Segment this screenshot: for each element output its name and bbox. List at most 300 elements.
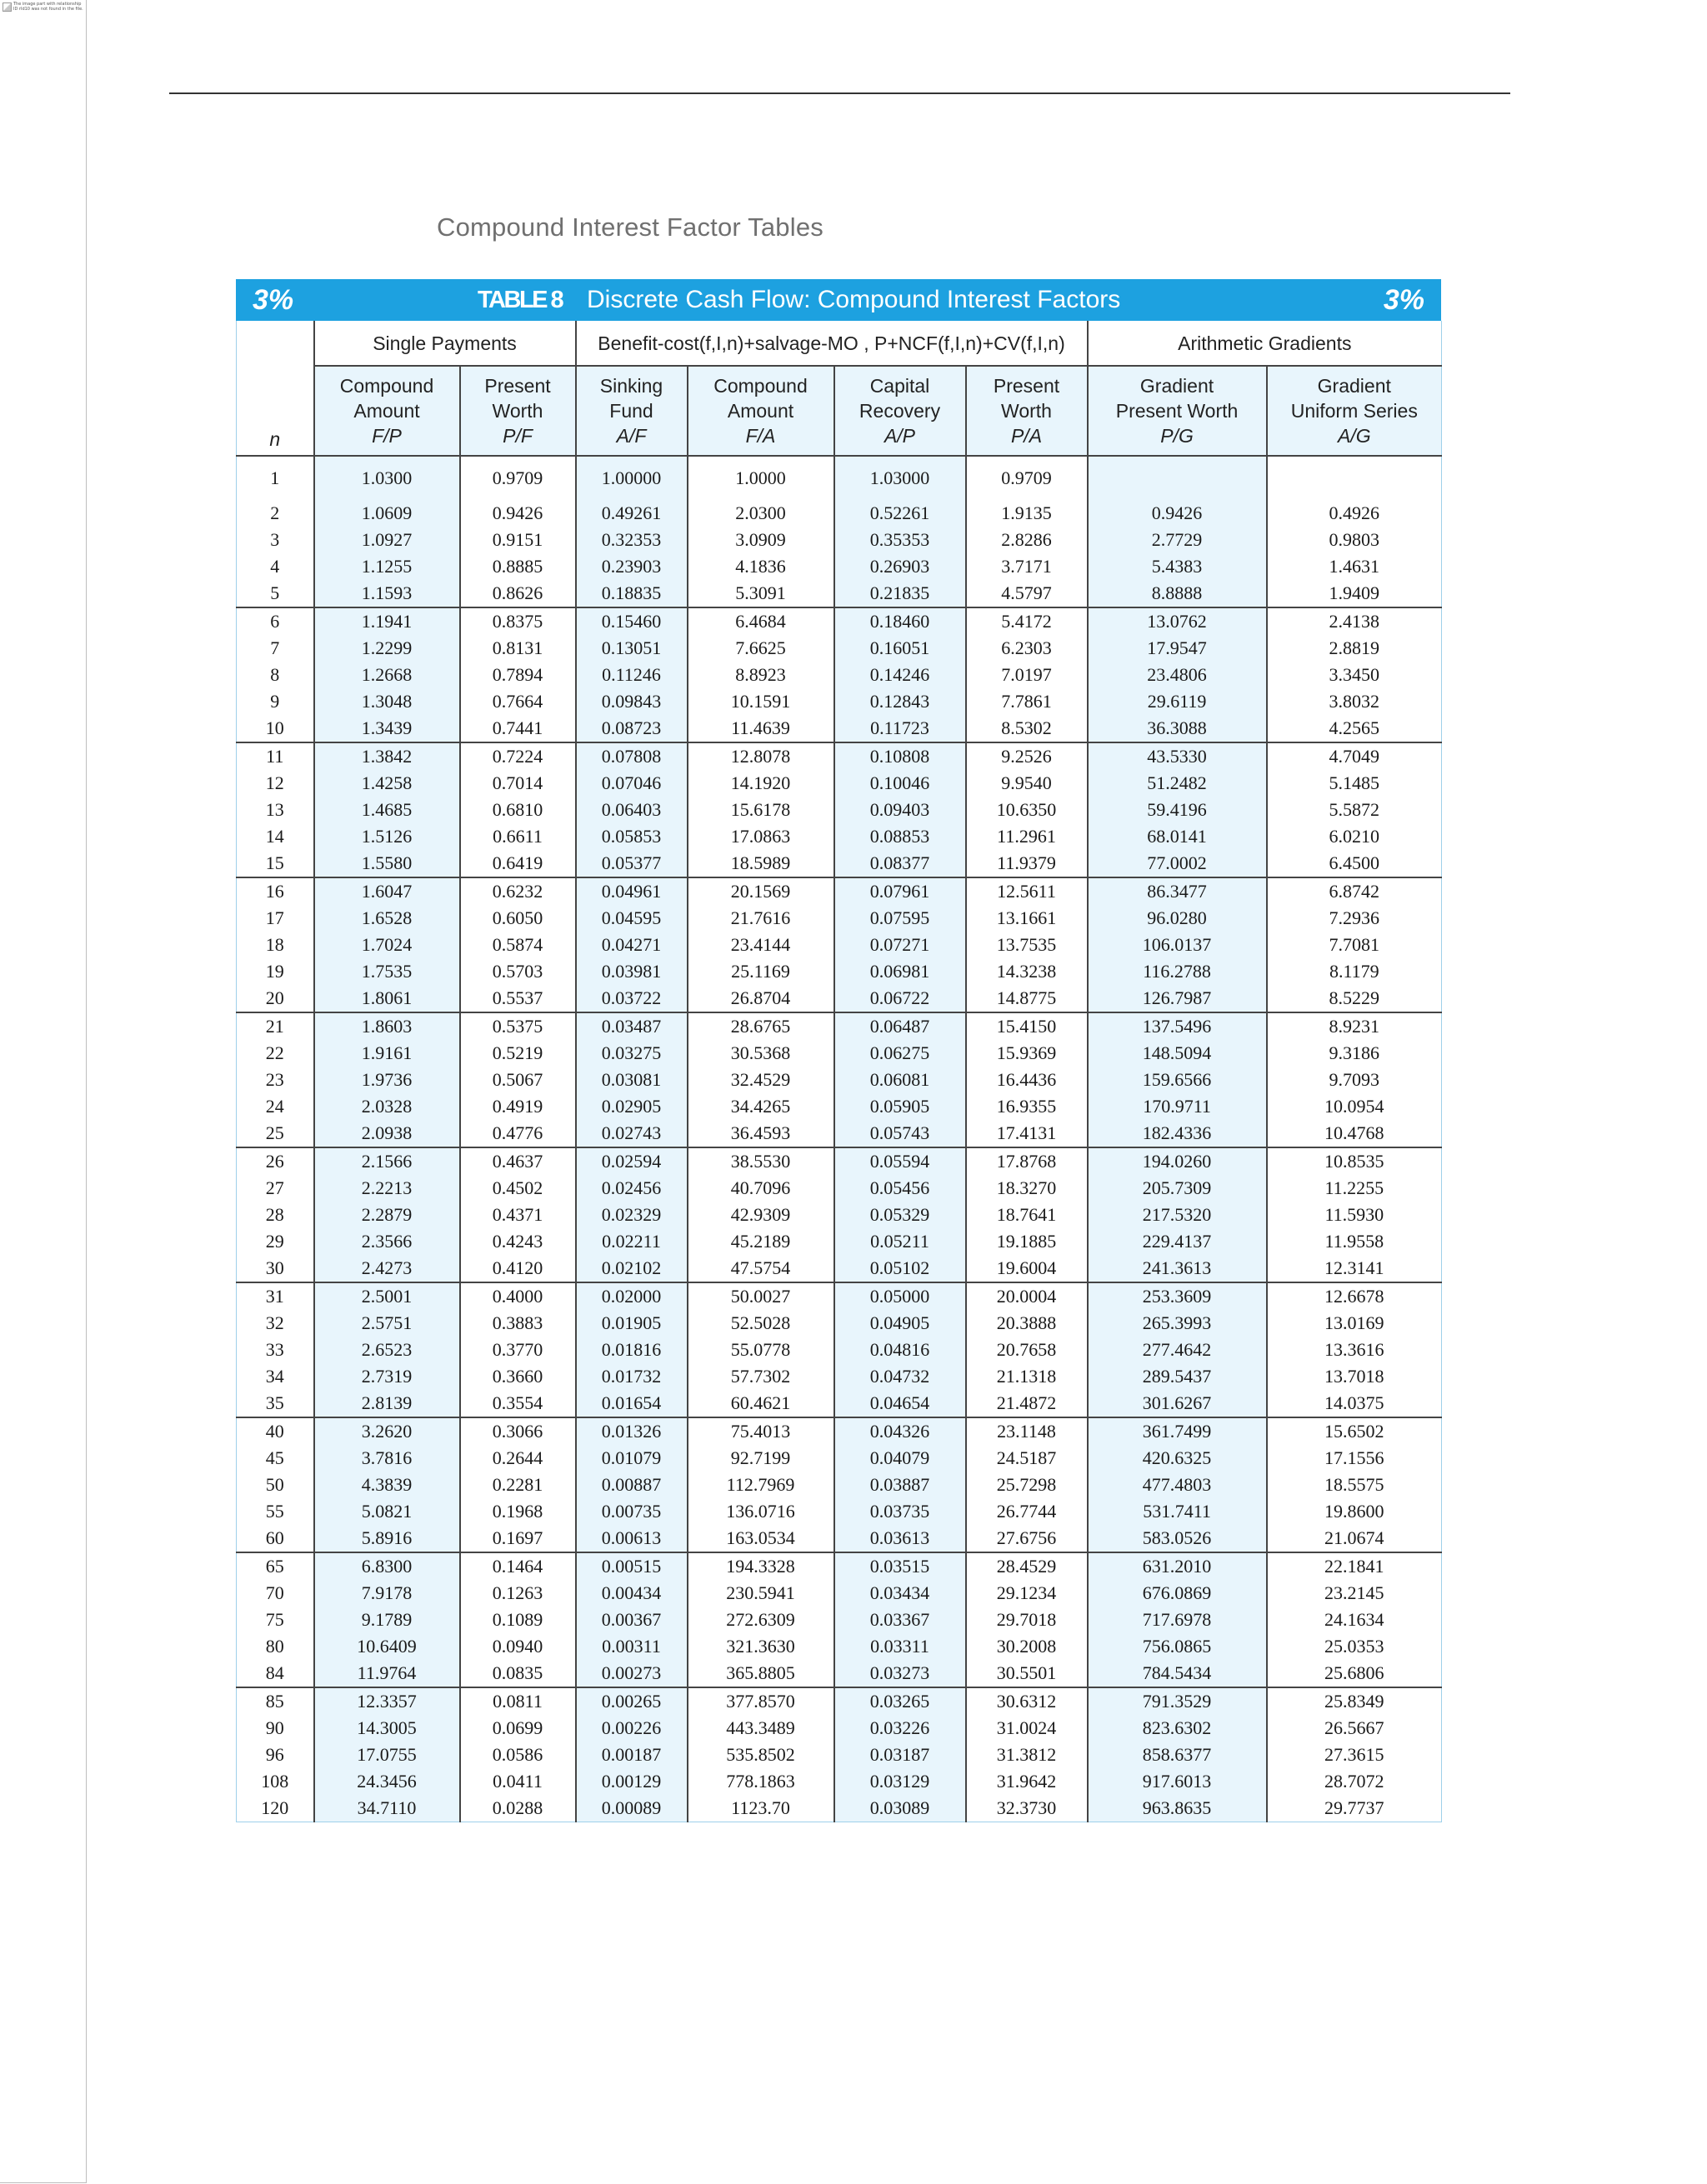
- factor-cell: 0.1089: [460, 1607, 576, 1633]
- factor-cell: 1.0000: [688, 456, 834, 500]
- column-header-line2: Present Worth: [1115, 400, 1239, 422]
- factor-cell: 0.15460: [576, 607, 688, 635]
- factor-cell: 0.00311: [576, 1633, 688, 1660]
- table-row: [237, 823, 1442, 850]
- factor-cell: 23.1148: [966, 1417, 1088, 1445]
- factor-cell: 112.7969: [688, 1472, 834, 1498]
- period-cell: 27: [237, 1175, 314, 1202]
- factor-cell: 0.9426: [460, 500, 576, 527]
- factor-cell: 784.5434: [1088, 1660, 1267, 1687]
- factor-cell: 583.0526: [1088, 1525, 1267, 1552]
- column-header-symbol: A/F: [616, 425, 647, 447]
- factor-cell: 0.02743: [576, 1120, 688, 1147]
- factor-cell: 0.08853: [834, 823, 966, 850]
- factor-cell: 11.9379: [966, 850, 1088, 877]
- period-cell: 1: [237, 456, 314, 500]
- period-cell: 3: [237, 527, 314, 553]
- factor-cell: 2.6523: [314, 1337, 460, 1363]
- factor-cell: 3.7816: [314, 1445, 460, 1472]
- factor-cell: 1.00000: [576, 456, 688, 500]
- factor-cell: 1.5580: [314, 850, 460, 877]
- column-header-line2: Amount: [727, 400, 794, 422]
- factor-cell: 6.8300: [314, 1552, 460, 1580]
- column-header-line1: Capital: [869, 375, 930, 397]
- factor-cell: 0.05456: [834, 1175, 966, 1202]
- factor-cell: 0.9426: [1088, 500, 1267, 527]
- factor-cell: 443.3489: [688, 1715, 834, 1742]
- column-header-a-g: [1267, 366, 1442, 456]
- period-cell: 13: [237, 797, 314, 823]
- factor-cell: 52.5028: [688, 1310, 834, 1337]
- factor-cell: 1.3048: [314, 688, 460, 715]
- factor-cell: 25.6806: [1267, 1660, 1442, 1687]
- factor-cell: 7.6625: [688, 635, 834, 662]
- factor-cell: 10.0954: [1267, 1093, 1442, 1120]
- factor-cell: 6.4684: [688, 607, 834, 635]
- period-cell: 45: [237, 1445, 314, 1472]
- factor-cell: 9.7093: [1267, 1067, 1442, 1093]
- factor-cell: 0.03515: [834, 1552, 966, 1580]
- factor-cell: 0.06081: [834, 1067, 966, 1093]
- factor-cell: 2.2879: [314, 1202, 460, 1228]
- column-header-line1: Gradient: [1317, 375, 1391, 397]
- factor-cell: 0.0699: [460, 1715, 576, 1742]
- factor-cell: 148.5094: [1088, 1040, 1267, 1067]
- factor-cell: 0.9709: [966, 456, 1088, 500]
- factor-cell: 28.6765: [688, 1012, 834, 1040]
- table-row: [237, 500, 1442, 527]
- factor-cell: 19.6004: [966, 1255, 1088, 1282]
- period-cell: 90: [237, 1715, 314, 1742]
- factor-cell: 29.7018: [966, 1607, 1088, 1633]
- factor-cell: 0.6232: [460, 877, 576, 905]
- factor-cell: 0.03434: [834, 1580, 966, 1607]
- factor-cell: [1088, 456, 1267, 500]
- factor-cell: 1.4631: [1267, 553, 1442, 580]
- column-header-line1: Compound: [713, 375, 808, 397]
- factor-cell: 0.00129: [576, 1768, 688, 1795]
- factor-cell: 0.00613: [576, 1525, 688, 1552]
- period-cell: 7: [237, 635, 314, 662]
- factor-cell: 0.03265: [834, 1687, 966, 1715]
- factor-cell: 17.8768: [966, 1147, 1088, 1175]
- factor-cell: 1.7024: [314, 932, 460, 958]
- factor-cell: 3.3450: [1267, 662, 1442, 688]
- factor-cell: 0.05102: [834, 1255, 966, 1282]
- factor-cell: 8.9231: [1267, 1012, 1442, 1040]
- period-cell: 85: [237, 1687, 314, 1715]
- table-row: [237, 1282, 1442, 1310]
- factor-cell: 0.18460: [834, 607, 966, 635]
- factor-cell: 4.3839: [314, 1472, 460, 1498]
- factor-cell: 0.02000: [576, 1282, 688, 1310]
- period-cell: 55: [237, 1498, 314, 1525]
- factor-cell: 14.0375: [1267, 1390, 1442, 1417]
- page-heading: Compound Interest Factor Tables: [437, 212, 823, 242]
- factor-cell: 0.02594: [576, 1147, 688, 1175]
- period-cell: 32: [237, 1310, 314, 1337]
- factor-cell: 31.3812: [966, 1742, 1088, 1768]
- factor-cell: 2.0328: [314, 1093, 460, 1120]
- factor-cell: 1.9736: [314, 1067, 460, 1093]
- factor-cell: 8.5229: [1267, 985, 1442, 1012]
- factor-cell: 0.4243: [460, 1228, 576, 1255]
- period-cell: 8: [237, 662, 314, 688]
- table-row: [237, 797, 1442, 823]
- factor-cell: 0.02456: [576, 1175, 688, 1202]
- table-row: [237, 1417, 1442, 1445]
- factor-cell: 15.4150: [966, 1012, 1088, 1040]
- factor-cell: 0.11246: [576, 662, 688, 688]
- table-row: [237, 770, 1442, 797]
- table-row: [237, 1067, 1442, 1093]
- factor-cell: 11.4639: [688, 715, 834, 742]
- factor-cell: 1.6047: [314, 877, 460, 905]
- factor-cell: 0.8375: [460, 607, 576, 635]
- factor-cell: 31.0024: [966, 1715, 1088, 1742]
- factor-cell: 0.04271: [576, 932, 688, 958]
- factor-cell: 0.4919: [460, 1093, 576, 1120]
- factor-cell: 1.6528: [314, 905, 460, 932]
- factor-cell: 0.1263: [460, 1580, 576, 1607]
- factor-cell: 15.6178: [688, 797, 834, 823]
- factor-cell: 0.04905: [834, 1310, 966, 1337]
- period-cell: 17: [237, 905, 314, 932]
- factor-cell: 13.0169: [1267, 1310, 1442, 1337]
- column-header-a-f: [576, 366, 688, 456]
- column-header-p-g: [1088, 366, 1267, 456]
- period-cell: 60: [237, 1525, 314, 1552]
- factor-cell: 0.06722: [834, 985, 966, 1012]
- table-row: [237, 715, 1442, 742]
- period-cell: 15: [237, 850, 314, 877]
- factor-cell: 50.0027: [688, 1282, 834, 1310]
- factor-cell: 32.3730: [966, 1795, 1088, 1822]
- factor-cell: 10.8535: [1267, 1147, 1442, 1175]
- column-header-line1: Sinking: [599, 375, 663, 397]
- table-row: [237, 662, 1442, 688]
- factor-cell: 0.07595: [834, 905, 966, 932]
- column-header-symbol: P/F: [503, 425, 533, 447]
- factor-cell: 11.9558: [1267, 1228, 1442, 1255]
- factor-cell: 6.2303: [966, 635, 1088, 662]
- period-cell: 35: [237, 1390, 314, 1417]
- factor-cell: 0.00089: [576, 1795, 688, 1822]
- factor-cell: 8.8888: [1088, 580, 1267, 607]
- factor-cell: 1.5126: [314, 823, 460, 850]
- factor-cell: 5.4383: [1088, 553, 1267, 580]
- factor-cell: 0.04732: [834, 1363, 966, 1390]
- table-row: [237, 1390, 1442, 1417]
- factor-cell: 917.6013: [1088, 1768, 1267, 1795]
- factor-cell: 0.52261: [834, 500, 966, 527]
- factor-cell: 0.7014: [460, 770, 576, 797]
- factor-cell: 38.5530: [688, 1147, 834, 1175]
- table-row: [237, 1660, 1442, 1687]
- broken-image-icon: [3, 2, 12, 12]
- factor-cell: 0.5703: [460, 958, 576, 985]
- factor-cell: 0.03129: [834, 1768, 966, 1795]
- period-cell: 29: [237, 1228, 314, 1255]
- factor-cell: 13.1661: [966, 905, 1088, 932]
- factor-cell: 0.03613: [834, 1525, 966, 1552]
- factor-cell: 0.00265: [576, 1687, 688, 1715]
- factor-cell: 0.04595: [576, 905, 688, 932]
- table-row: [237, 1228, 1442, 1255]
- table-row: [237, 1363, 1442, 1390]
- factor-cell: 0.11723: [834, 715, 966, 742]
- factor-cell: 0.6050: [460, 905, 576, 932]
- factor-cell: 2.4138: [1267, 607, 1442, 635]
- factor-cell: 0.4776: [460, 1120, 576, 1147]
- factor-cell: 27.3615: [1267, 1742, 1442, 1768]
- factor-cell: 21.0674: [1267, 1525, 1442, 1552]
- factor-cell: 4.7049: [1267, 742, 1442, 770]
- table-row: [237, 607, 1442, 635]
- factor-cell: 11.9764: [314, 1660, 460, 1687]
- factor-cell: 27.6756: [966, 1525, 1088, 1552]
- factor-cell: 0.05853: [576, 823, 688, 850]
- column-header-symbol: P/A: [1010, 425, 1043, 447]
- factor-cell: 963.8635: [1088, 1795, 1267, 1822]
- table-row: [237, 1552, 1442, 1580]
- factor-cell: 14.3238: [966, 958, 1088, 985]
- factor-cell: 277.4642: [1088, 1337, 1267, 1363]
- factor-cell: 0.04326: [834, 1417, 966, 1445]
- factor-cell: 1.3439: [314, 715, 460, 742]
- factor-cell: 0.00887: [576, 1472, 688, 1498]
- factor-cell: 19.1885: [966, 1228, 1088, 1255]
- factor-cell: 0.0586: [460, 1742, 576, 1768]
- column-header-f-a: [688, 366, 834, 456]
- factor-cell: 0.6611: [460, 823, 576, 850]
- table-row: [237, 1498, 1442, 1525]
- table-row: [237, 527, 1442, 553]
- factor-cell: 14.1920: [688, 770, 834, 797]
- factor-cell: 18.3270: [966, 1175, 1088, 1202]
- group-single-payments: Single Payments: [314, 321, 576, 366]
- factor-cell: 59.4196: [1088, 797, 1267, 823]
- factor-cell: 0.0288: [460, 1795, 576, 1822]
- factor-cell: 2.8286: [966, 527, 1088, 553]
- factor-cell: 1123.70: [688, 1795, 834, 1822]
- table-row: [237, 1255, 1442, 1282]
- factor-cell: 34.4265: [688, 1093, 834, 1120]
- factor-cell: 96.0280: [1088, 905, 1267, 932]
- factor-cell: 0.03089: [834, 1795, 966, 1822]
- factor-cell: 17.0863: [688, 823, 834, 850]
- factor-cell: 18.5575: [1267, 1472, 1442, 1498]
- factor-cell: 1.1593: [314, 580, 460, 607]
- factor-cell: 17.9547: [1088, 635, 1267, 662]
- factor-cell: 0.14246: [834, 662, 966, 688]
- left-panel: [0, 0, 87, 2183]
- factor-cell: 365.8805: [688, 1660, 834, 1687]
- factor-cell: 0.05905: [834, 1093, 966, 1120]
- factor-cell: 265.3993: [1088, 1310, 1267, 1337]
- factor-cell: 0.00187: [576, 1742, 688, 1768]
- factor-cell: 0.03273: [834, 1660, 966, 1687]
- factor-cell: 0.06981: [834, 958, 966, 985]
- factor-cell: 13.7535: [966, 932, 1088, 958]
- factor-cell: 5.3091: [688, 580, 834, 607]
- factor-cell: 5.1485: [1267, 770, 1442, 797]
- factor-cell: 36.3088: [1088, 715, 1267, 742]
- factor-cell: 0.01326: [576, 1417, 688, 1445]
- factor-cell: 2.8819: [1267, 635, 1442, 662]
- table-row: [237, 1525, 1442, 1552]
- table-row: [237, 1633, 1442, 1660]
- table-row: [237, 553, 1442, 580]
- factor-cell: 1.3842: [314, 742, 460, 770]
- table-row: [237, 1040, 1442, 1067]
- factor-cell: 7.0197: [966, 662, 1088, 688]
- factor-cell: 51.2482: [1088, 770, 1267, 797]
- column-header-symbol: A/P: [884, 425, 916, 447]
- factor-cell: 0.8885: [460, 553, 576, 580]
- column-header-line2: Recovery: [859, 400, 941, 422]
- column-header-p-f: [460, 366, 576, 456]
- factor-cell: 5.5872: [1267, 797, 1442, 823]
- factor-cell: 0.07961: [834, 877, 966, 905]
- column-header-line2: Worth: [492, 400, 543, 422]
- factor-cell: 0.7664: [460, 688, 576, 715]
- factor-cell: 0.5219: [460, 1040, 576, 1067]
- factor-cell: 0.4926: [1267, 500, 1442, 527]
- factor-cell: 22.1841: [1267, 1552, 1442, 1580]
- table-row: [237, 877, 1442, 905]
- factor-cell: 137.5496: [1088, 1012, 1267, 1040]
- factor-cell: 1.1255: [314, 553, 460, 580]
- table-row: [237, 1715, 1442, 1742]
- factor-cell: 24.3456: [314, 1768, 460, 1795]
- factor-cell: 2.5001: [314, 1282, 460, 1310]
- factor-cell: 0.26903: [834, 553, 966, 580]
- factor-cell: 0.5067: [460, 1067, 576, 1093]
- column-header-f-p: [314, 366, 460, 456]
- table-row: [237, 1795, 1442, 1822]
- factor-cell: 47.5754: [688, 1255, 834, 1282]
- factor-cell: 0.00515: [576, 1552, 688, 1580]
- factor-cell: 0.05743: [834, 1120, 966, 1147]
- factor-cell: 0.06275: [834, 1040, 966, 1067]
- factor-cell: 0.03081: [576, 1067, 688, 1093]
- factor-cell: 1.7535: [314, 958, 460, 985]
- factor-cell: 11.5930: [1267, 1202, 1442, 1228]
- factor-cell: 40.7096: [688, 1175, 834, 1202]
- factor-cell: 0.35353: [834, 527, 966, 553]
- period-cell: 120: [237, 1795, 314, 1822]
- factor-cell: 7.2936: [1267, 905, 1442, 932]
- factor-cell: 0.01905: [576, 1310, 688, 1337]
- factor-cell: 68.0141: [1088, 823, 1267, 850]
- factor-cell: 0.0811: [460, 1687, 576, 1715]
- factor-cell: 2.7729: [1088, 527, 1267, 553]
- period-cell: 18: [237, 932, 314, 958]
- factor-cell: 159.6566: [1088, 1067, 1267, 1093]
- factor-cell: 7.7861: [966, 688, 1088, 715]
- factor-cell: 20.1569: [688, 877, 834, 905]
- column-header-symbol: F/P: [372, 425, 402, 447]
- factor-cell: 18.7641: [966, 1202, 1088, 1228]
- factor-cell: 20.0004: [966, 1282, 1088, 1310]
- factor-cell: 0.3883: [460, 1310, 576, 1337]
- factor-cell: 230.5941: [688, 1580, 834, 1607]
- period-cell: 30: [237, 1255, 314, 1282]
- factor-cell: 1.0927: [314, 527, 460, 553]
- period-cell: 24: [237, 1093, 314, 1120]
- factor-cell: 3.7171: [966, 553, 1088, 580]
- factor-cell: 26.5667: [1267, 1715, 1442, 1742]
- factor-cell: 9.1789: [314, 1607, 460, 1633]
- factor-cell: 0.3066: [460, 1417, 576, 1445]
- factor-cell: 5.8916: [314, 1525, 460, 1552]
- factor-cell: 301.6267: [1088, 1390, 1267, 1417]
- factor-cell: 15.6502: [1267, 1417, 1442, 1445]
- factor-cell: 194.3328: [688, 1552, 834, 1580]
- factor-cell: 4.1836: [688, 553, 834, 580]
- factor-cell: 0.02905: [576, 1093, 688, 1120]
- factor-cell: 21.1318: [966, 1363, 1088, 1390]
- factor-cell: 0.2644: [460, 1445, 576, 1472]
- factor-cell: 0.04961: [576, 877, 688, 905]
- factor-cell: 86.3477: [1088, 877, 1267, 905]
- factor-cell: 34.7110: [314, 1795, 460, 1822]
- factor-cell: 0.0835: [460, 1660, 576, 1687]
- factor-cell: 2.2213: [314, 1175, 460, 1202]
- factor-cell: 0.3554: [460, 1390, 576, 1417]
- table-row: [237, 580, 1442, 607]
- column-header-line1: Compound: [339, 375, 434, 397]
- factor-cell: 182.4336: [1088, 1120, 1267, 1147]
- period-cell: 65: [237, 1552, 314, 1580]
- factor-cell: 0.8626: [460, 580, 576, 607]
- factor-cell: 2.8139: [314, 1390, 460, 1417]
- n-column-header: n: [237, 321, 314, 456]
- factor-cell: 272.6309: [688, 1607, 834, 1633]
- table-row: [237, 1445, 1442, 1472]
- factor-cell: 0.01732: [576, 1363, 688, 1390]
- factor-cell: 17.4131: [966, 1120, 1088, 1147]
- factor-cell: 25.1169: [688, 958, 834, 985]
- table-number: TABLE 8: [478, 287, 563, 313]
- factor-cell: 8.1179: [1267, 958, 1442, 985]
- rate-right: 3%: [1383, 284, 1424, 316]
- factor-cell: 3.2620: [314, 1417, 460, 1445]
- factor-cell: 10.6409: [314, 1633, 460, 1660]
- factor-cell: 1.9135: [966, 500, 1088, 527]
- factor-cell: 0.12843: [834, 688, 966, 715]
- period-cell: 25: [237, 1120, 314, 1147]
- factor-cell: 25.0353: [1267, 1633, 1442, 1660]
- factor-cell: 0.06487: [834, 1012, 966, 1040]
- factor-cell: 116.2788: [1088, 958, 1267, 985]
- period-cell: 5: [237, 580, 314, 607]
- factor-cell: 10.6350: [966, 797, 1088, 823]
- period-cell: 9: [237, 688, 314, 715]
- factor-cell: 11.2255: [1267, 1175, 1442, 1202]
- factor-cell: 12.5611: [966, 877, 1088, 905]
- factor-cell: 0.8131: [460, 635, 576, 662]
- period-cell: 34: [237, 1363, 314, 1390]
- factor-cell: 217.5320: [1088, 1202, 1267, 1228]
- factor-cell: 194.0260: [1088, 1147, 1267, 1175]
- factor-cell: 0.9803: [1267, 527, 1442, 553]
- factor-cell: 0.6810: [460, 797, 576, 823]
- table-body: [237, 456, 1442, 1822]
- factor-cell: 1.9409: [1267, 580, 1442, 607]
- table-row: [237, 1607, 1442, 1633]
